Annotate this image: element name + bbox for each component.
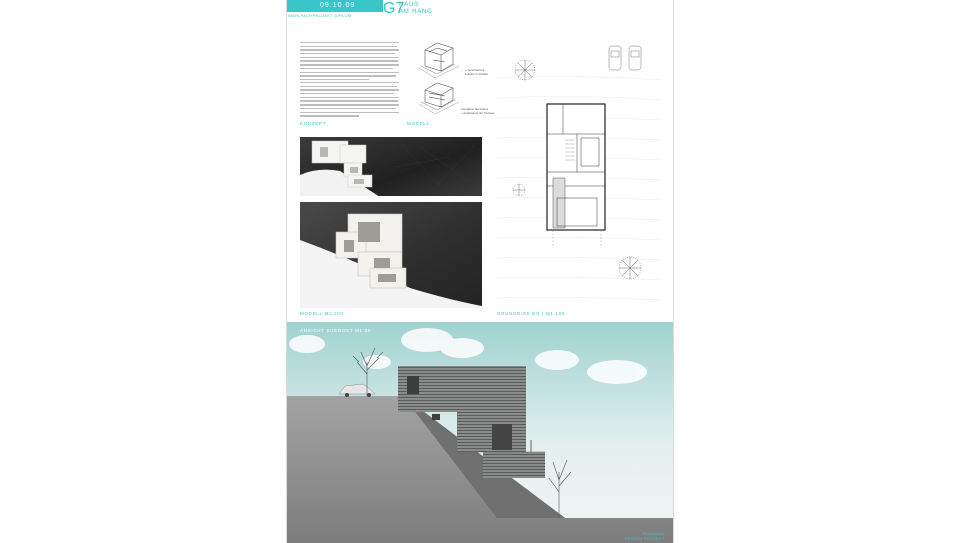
caption-model-large: MODELL M1:200	[300, 311, 344, 316]
footer-line2: DESIGN PROJEKT	[624, 536, 665, 541]
footer-credit	[625, 531, 666, 541]
site-floor-plan	[497, 38, 661, 310]
description-paragraph-1	[300, 42, 399, 83]
caption-concept: KONZEPT	[300, 121, 327, 126]
project-title-line1: HAUS	[399, 2, 419, 8]
description-paragraph-2	[300, 82, 399, 119]
project-title	[399, 2, 433, 16]
diagram-note-2: Interaktion des Kubus + Auskragung der Terrasse	[461, 107, 495, 115]
caption-floorplan: GRUNDRISS EG | M1:100	[497, 311, 566, 316]
caption-elevation: ANSICHT SUEDOST M1:50	[300, 328, 372, 333]
model-photo-bottom	[300, 202, 482, 308]
project-title-line2: AM HANG	[399, 9, 433, 15]
diagram-note-1: + Verschiebung Kubatur in Vertikal	[465, 68, 488, 76]
footer-line1: PLANUNG	[642, 531, 665, 536]
header-date: 09.10.09	[320, 2, 356, 9]
elevation-rendering	[287, 322, 673, 543]
header-subtitle: WAHLFACHPROJEKT DIPLOM	[288, 13, 352, 18]
concept-diagram	[415, 38, 465, 118]
model-photo-top-render	[300, 137, 482, 196]
project-logo: G7	[383, 0, 405, 17]
caption-model-small: MODELL	[407, 121, 430, 126]
model-photo-top	[300, 137, 482, 196]
model-photo-bottom-render	[300, 202, 482, 308]
presentation-sheet	[287, 0, 673, 543]
